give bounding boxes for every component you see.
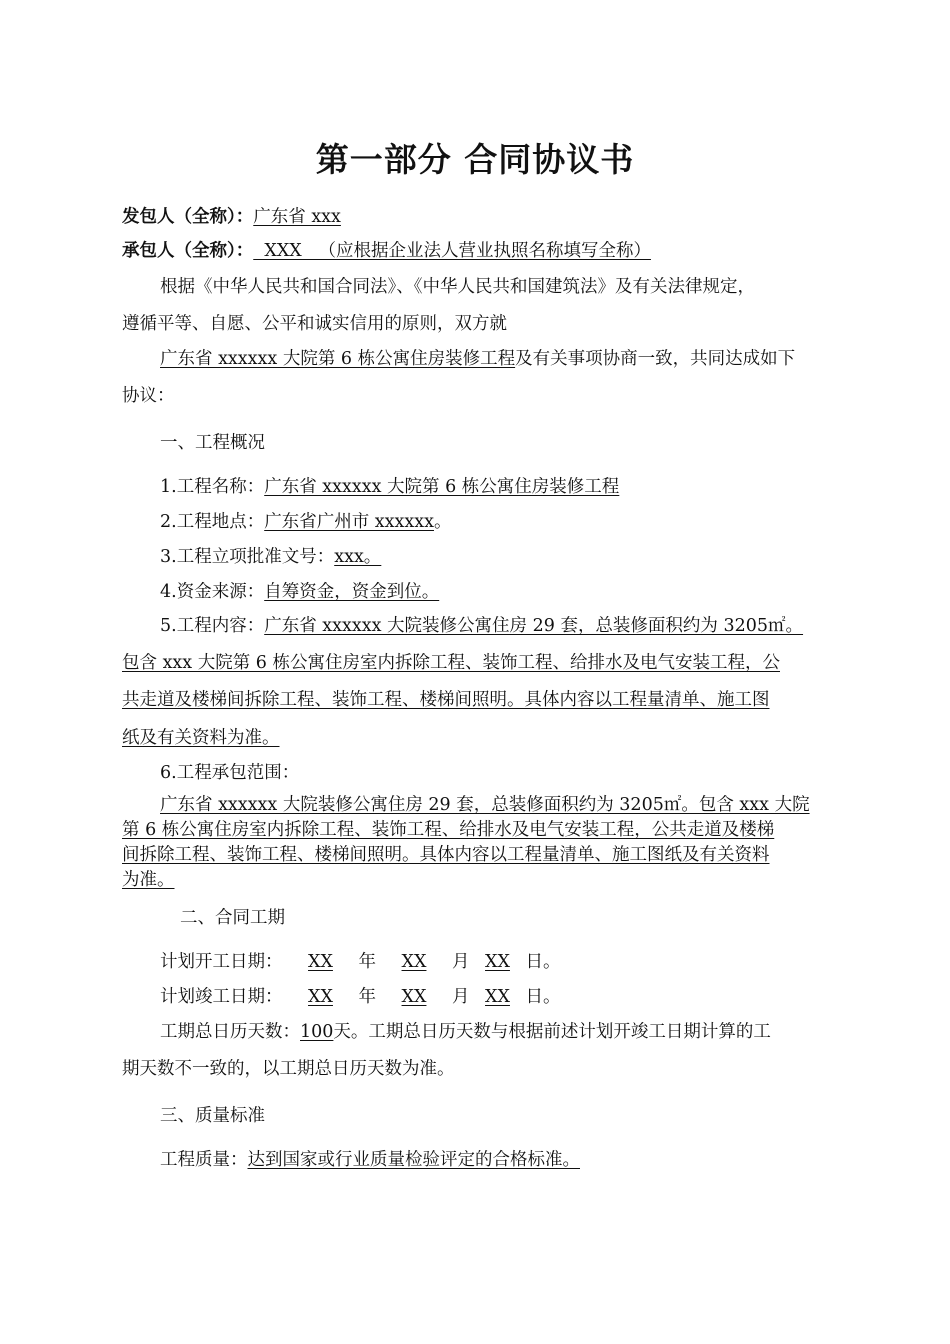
total-days-line-2: 期天数不一致的，以工期总日历天数为准。 [122, 1059, 455, 1079]
item-5-line-1: 广东省 xxxxxx 大院装修公寓住房 29 套，总装修面积约为 3205㎡。 [264, 616, 804, 636]
start-month-value: XX [401, 952, 427, 972]
section-3-heading: 三、质量标准 [160, 1106, 265, 1126]
section-2-heading: 二、合同工期 [180, 908, 285, 928]
item-3-value: xxx。 [334, 547, 382, 567]
item-6-label: 6.工程承包范围： [160, 763, 300, 783]
planned-start-date [160, 950, 876, 974]
item-5-line-3: 共走道及楼梯间拆除工程、装饰工程、楼梯间照明。具体内容以工程量清单、施工图 [122, 690, 770, 710]
item-3 [160, 545, 876, 569]
contractor-line [122, 239, 838, 263]
item-4-label: 4.资金来源： [160, 582, 265, 602]
start-date-label: 计划开工日期： [160, 952, 283, 972]
total-days-value: 100 [300, 1022, 334, 1042]
item-4-value: 自筹资金，资金到位。 [264, 582, 440, 602]
start-month-unit: 月 [452, 952, 470, 972]
end-year-value: XX [308, 987, 333, 1007]
item-6-line-2: 第 6 栋公寓住房室内拆除工程、装饰工程、给排水及电气安装工程，公共走道及楼梯 [122, 820, 775, 840]
intro-project-name: 广东省 xxxxxx 大院第 6 栋公寓住房装修工程 [160, 349, 516, 369]
section-1-heading: 一、工程概况 [160, 433, 265, 453]
end-month-unit: 月 [452, 987, 470, 1007]
item-2-suffix: 。 [433, 512, 452, 532]
end-date-label: 计划竣工日期： [160, 987, 283, 1007]
start-day-value: XX [485, 952, 510, 972]
item-1 [160, 475, 876, 499]
employer-value: 广东省 xxx [253, 207, 341, 227]
employer-label: 发包人（全称）： [122, 207, 254, 227]
start-day-unit: 日。 [525, 952, 561, 972]
contractor-label: 承包人（全称）： [122, 241, 254, 261]
item-1-value: 广东省 xxxxxx 大院第 6 栋公寓住房装修工程 [264, 477, 620, 497]
quality-label: 工程质量： [160, 1150, 248, 1170]
item-6-line-4: 为准。 [122, 870, 175, 890]
item-5-label: 5.工程内容： [160, 616, 265, 636]
intro-line-1: 根据《中华人民共和国合同法》、《中华人民共和国建筑法》及有关法律规定， [160, 277, 755, 297]
intro-line-2: 遵循平等、自愿、公平和诚实信用的原则，双方就 [122, 314, 507, 334]
quality-value: 达到国家或行业质量检验评定的合格标准。 [247, 1150, 580, 1170]
item-4 [160, 580, 876, 604]
intro-line-4: 协议： [122, 386, 175, 406]
total-days-label: 工期总日历天数： [160, 1022, 300, 1042]
item-5-line-4: 纸及有关资料为准。 [122, 728, 280, 748]
item-1-label: 1.工程名称： [160, 477, 265, 497]
contractor-value: XXX （应根据企业法人营业执照名称填写全称） [253, 241, 651, 261]
item-2-value: 广东省广州市 xxxxxx [264, 512, 434, 532]
total-days-line [160, 1020, 876, 1044]
end-day-unit: 日。 [525, 987, 561, 1007]
employer-line [122, 205, 838, 229]
end-day-value: XX [485, 987, 510, 1007]
planned-end-date [160, 985, 876, 1009]
item-5-line-2: 包含 xxx 大院第 6 栋公寓住房室内拆除工程、装饰工程、给排水及电气安装工程，公 [122, 653, 780, 673]
quality-line [160, 1148, 876, 1172]
intro-line-3-rest: 及有关事项协商一致，共同达成如下 [515, 349, 796, 369]
item-6-line-3: 间拆除工程、装饰工程、楼梯间照明。具体内容以工程量清单、施工图纸及有关资料 [122, 845, 770, 865]
item-5 [160, 614, 876, 638]
item-2-label: 2.工程地点： [160, 512, 265, 532]
total-days-rest: 天。工期总日历天数与根据前述计划开竣工日期计算的工 [333, 1022, 771, 1042]
start-year-value: XX [308, 952, 333, 972]
item-2 [160, 510, 876, 534]
item-3-label: 3.工程立项批准文号： [160, 547, 335, 567]
start-year-unit: 年 [358, 952, 376, 972]
end-month-value: XX [401, 987, 427, 1007]
item-6-line-1: 广东省 xxxxxx 大院装修公寓住房 29 套，总装修面积约为 3205㎡。包含 xxx 大院 [160, 795, 810, 815]
intro-line-3 [160, 347, 876, 371]
page-title: 第一部分 合同协议书 [315, 140, 635, 179]
end-year-unit: 年 [358, 987, 376, 1007]
